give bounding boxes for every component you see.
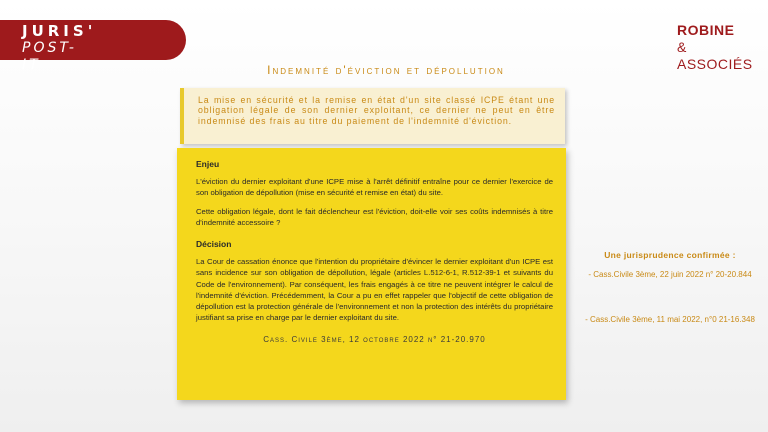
summary-text: La mise en sécurité et la remise en état d'un site classé ICPE étant une obligation légale de son dernier exploitant, ce dernier ne peut en être indemnisé des frais au titre du paiement de l'indemnité d'éviction. [198,95,555,126]
sidebar-title: Une jurisprudence confirmée : [604,250,736,260]
brand-subtitle-line1: POST- [22,40,77,56]
decision-paragraph: La Cour de cassation énonce que l'intention du propriétaire d'évincer le dernier exploitant d'un ICPE est sans incidence sur son obligation de dépollution, légale (articles L.512-6-1, R.512-39-1 et suivants du Code de l'environnement). Par conséquent, les frais engagés à ce titre ne peuvent intégrer le calcul de l'indemnité d'éviction. Précédemment, la Cour a pu en effet rappeler que l'objectif de cette obligation de dépollution est la protection générale de l'environnement et non la protection des intérêts du propriétaire justifiant sa prise en charge par le dernier exploitant du site. [196,257,553,322]
enjeu-paragraph-1: L'éviction du dernier exploitant d'une ICPE mise à l'arrêt définitif entraîne pour ce dernier l'exercice de son obligation de dépollution (mise en sécurité et remise en état) du site. [196,177,553,198]
enjeu-paragraph-2: Cette obligation légale, dont le fait déclencheur est l'éviction, doit-elle voir ses coûts indemnisés à titre d'indemnité accessoire ? [196,207,553,228]
header-ribbon [0,20,186,73]
page-title: Indemnité d'éviction et dépollution [267,63,505,77]
brand-subtitle-line2: IT [22,57,41,73]
logo-line-2: & ASSOCIÉS [677,39,753,72]
enjeu-heading: Enjeu [196,159,220,169]
main-content-box [177,148,566,400]
decision-heading: Décision [196,239,232,250]
sidebar-reference-1: - Cass.Civile 3ème, 22 juin 2022 n° 20-20.844 [588,270,752,279]
firm-logo [677,22,757,73]
logo-line-1: ROBINE [677,22,735,38]
brand-name: JURIS' [22,22,97,40]
brand-subtitle [22,40,186,74]
case-citation: Cass. Civile 3ème, 12 octobre 2022 n° 21-20.970 [263,334,486,344]
summary-box [180,88,565,144]
sidebar-reference-2: - Cass.Civile 3ème, 11 mai 2022, n°0 21-16.348 [585,315,755,324]
